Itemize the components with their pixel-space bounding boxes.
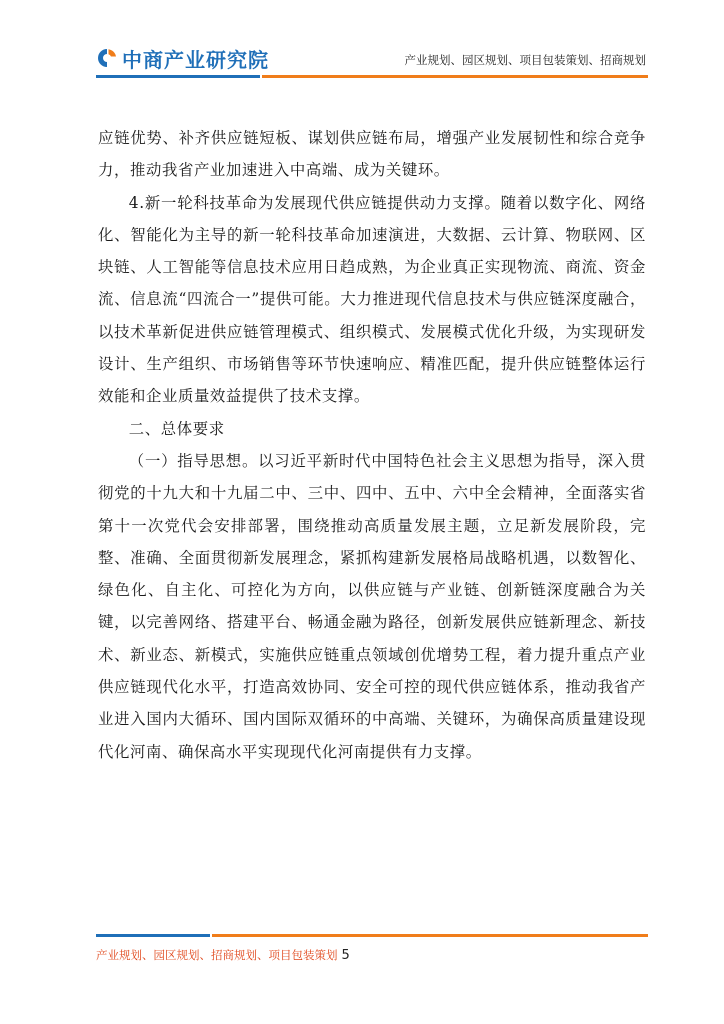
logo-text: 中商产业研究院 [122,47,269,72]
paragraph-continued: 应链优势、补齐供应链短板、谋划供应链布局，增强产业发展韧性和综合竞争力，推动我省产业加速进入中高端、成为关键环。 [98,129,646,180]
footer-rule-blue [96,934,210,937]
section-heading: 二、总体要求 [128,419,225,438]
paragraph-guiding-ideology: （一）指导思想。以习近平新时代中国特色社会主义思想为指导，深入贯彻党的十九大和十九届二中、三中、四中、五中、六中全会精神，全面落实省第十一次党代会安排部署，围绕推动高质量发展主题，立足新发展阶段，完整、准确、全面贯彻新发展理念，紧抓构建新发展格局战略机遇，以数智化、绿色化、自主化、可控化为方向，以供应链与产业链、创新链深度融合为关键，以完善网络、搭建平台、畅通金融为路径，创新发展供应链新理念、新技术、新业态、新模式，实施供应链重点领域创优增势工程，着力提升重点产业供应链现代化水平，打造高效协同、安全可控的现代供应链体系，推动我省产业进入国内大循环、国内国际双循环的中高端、关键环，为确保高质量建设现代化河南、确保高水平实现现代化河南提供有力支撑。 [98,451,646,761]
page-number: 5 [341,948,350,963]
page-footer [0,925,724,985]
logo-icon [96,47,118,69]
header-rule-orange [262,75,648,78]
footer-rule-orange [212,934,648,937]
document-body [98,122,646,768]
footer-services: 产业规划、园区规划、招商规划、项目包装策划 [96,948,338,962]
header-rule-blue [96,75,260,78]
footer-text-line [96,947,350,963]
page-header [0,0,724,90]
paragraph-tech-revolution: 4.新一轮科技革命为发展现代供应链提供动力支撑。随着以数字化、网络化、智能化为主导的新一轮科技革命加速演进，大数据、云计算、物联网、区块链、人工智能等信息技术应用日趋成熟，为企业真正实现物流、商流、资金流、信息流“四流合一”提供可能。大力推进现代信息技术与供应链深度融合，以技术革新促进供应链管理模式、组织模式、发展模式优化升级，为实现研发设计、生产组织、市场销售等环节快速响应、精准匹配，提升供应链整体运行效能和企业质量效益提供了技术支撑。 [98,193,646,406]
company-logo [96,44,269,72]
header-tagline: 产业规划、园区规划、项目包装策划、招商规划 [404,53,646,67]
